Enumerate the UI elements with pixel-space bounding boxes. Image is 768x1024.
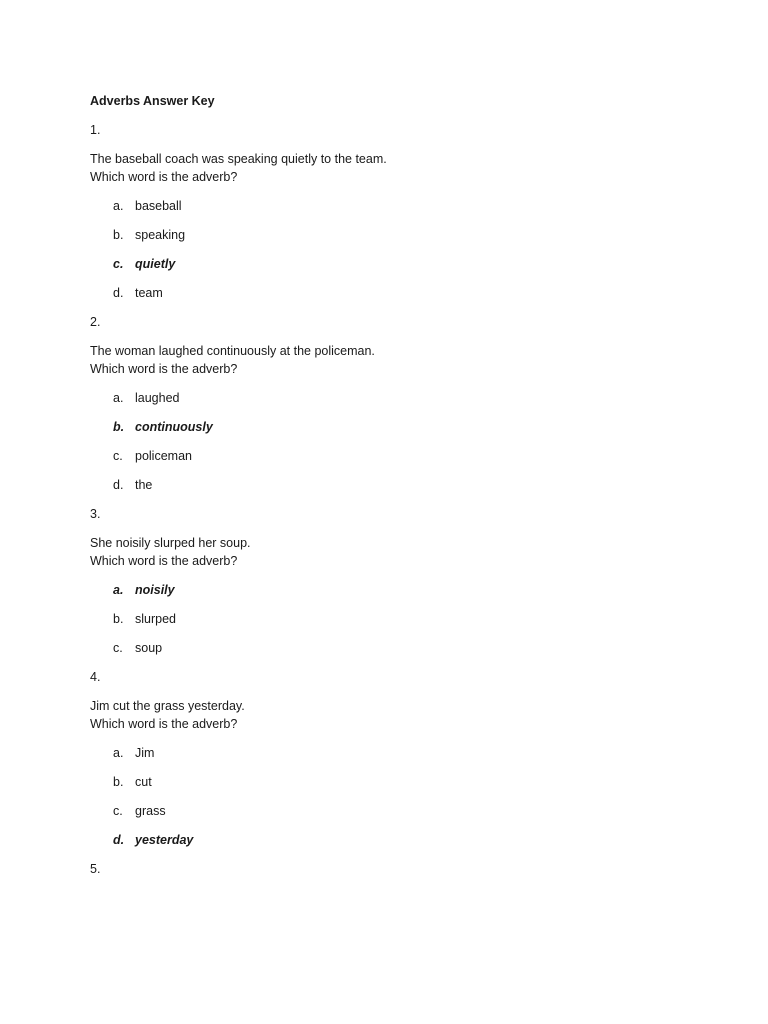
question-5 <box>90 860 710 878</box>
question-number: 4. <box>90 670 101 684</box>
option-d <box>90 284 710 302</box>
option-list <box>90 744 710 849</box>
option-c-correct-answer <box>90 255 710 273</box>
option-text: continuously <box>135 420 213 434</box>
question-number: 5. <box>90 862 101 876</box>
option-letter: a. <box>113 746 124 760</box>
question-number: 3. <box>90 507 101 521</box>
document-page <box>90 92 710 889</box>
question-stem <box>90 534 710 570</box>
option-letter: b. <box>113 420 125 434</box>
option-a <box>90 744 710 762</box>
option-text: soup <box>135 641 163 655</box>
option-b-correct-answer <box>90 418 710 436</box>
question-sentence: Jim cut the grass yesterday. <box>90 699 245 713</box>
option-d-correct-answer <box>90 831 710 849</box>
option-text: baseball <box>135 199 182 213</box>
option-letter: c. <box>113 641 123 655</box>
question-number: 2. <box>90 315 101 329</box>
option-letter: d. <box>113 478 124 492</box>
question-prompt: Which word is the adverb? <box>90 170 238 184</box>
option-c <box>90 639 710 657</box>
option-text: grass <box>135 804 166 818</box>
option-b <box>90 610 710 628</box>
question-number: 1. <box>90 123 101 137</box>
option-text: speaking <box>135 228 186 242</box>
option-text: the <box>135 478 153 492</box>
option-a-correct-answer <box>90 581 710 599</box>
option-b <box>90 773 710 791</box>
option-list <box>90 197 710 302</box>
question-sentence: She noisily slurped her soup. <box>90 536 251 550</box>
option-letter: d. <box>113 286 124 300</box>
option-text: slurped <box>135 612 176 626</box>
option-text: quietly <box>135 257 176 271</box>
option-letter: b. <box>113 775 124 789</box>
question-prompt: Which word is the adverb? <box>90 362 238 376</box>
question-sentence: The woman laughed continuously at the policeman. <box>90 344 375 358</box>
option-a <box>90 389 710 407</box>
option-letter: a. <box>113 583 124 597</box>
question-stem <box>90 697 710 733</box>
option-letter: a. <box>113 391 124 405</box>
option-c <box>90 802 710 820</box>
option-text: Jim <box>135 746 155 760</box>
option-letter: c. <box>113 257 124 271</box>
option-d <box>90 476 710 494</box>
option-a <box>90 197 710 215</box>
option-letter: b. <box>113 612 124 626</box>
option-letter: c. <box>113 449 123 463</box>
option-text: policeman <box>135 449 192 463</box>
question-4 <box>90 668 710 849</box>
question-prompt: Which word is the adverb? <box>90 554 238 568</box>
option-text: laughed <box>135 391 180 405</box>
option-text: noisily <box>135 583 175 597</box>
question-prompt: Which word is the adverb? <box>90 717 238 731</box>
option-text: team <box>135 286 163 300</box>
question-1 <box>90 121 710 302</box>
option-text: cut <box>135 775 152 789</box>
question-3 <box>90 505 710 657</box>
option-text: yesterday <box>135 833 194 847</box>
option-list <box>90 581 710 657</box>
option-letter: a. <box>113 199 124 213</box>
question-sentence: The baseball coach was speaking quietly to the team. <box>90 152 387 166</box>
option-letter: b. <box>113 228 124 242</box>
option-list <box>90 389 710 494</box>
question-2 <box>90 313 710 494</box>
option-b <box>90 226 710 244</box>
question-stem <box>90 150 710 186</box>
option-letter: c. <box>113 804 123 818</box>
question-stem <box>90 342 710 378</box>
option-c <box>90 447 710 465</box>
option-letter: d. <box>113 833 125 847</box>
page-title: Adverbs Answer Key <box>90 94 215 108</box>
